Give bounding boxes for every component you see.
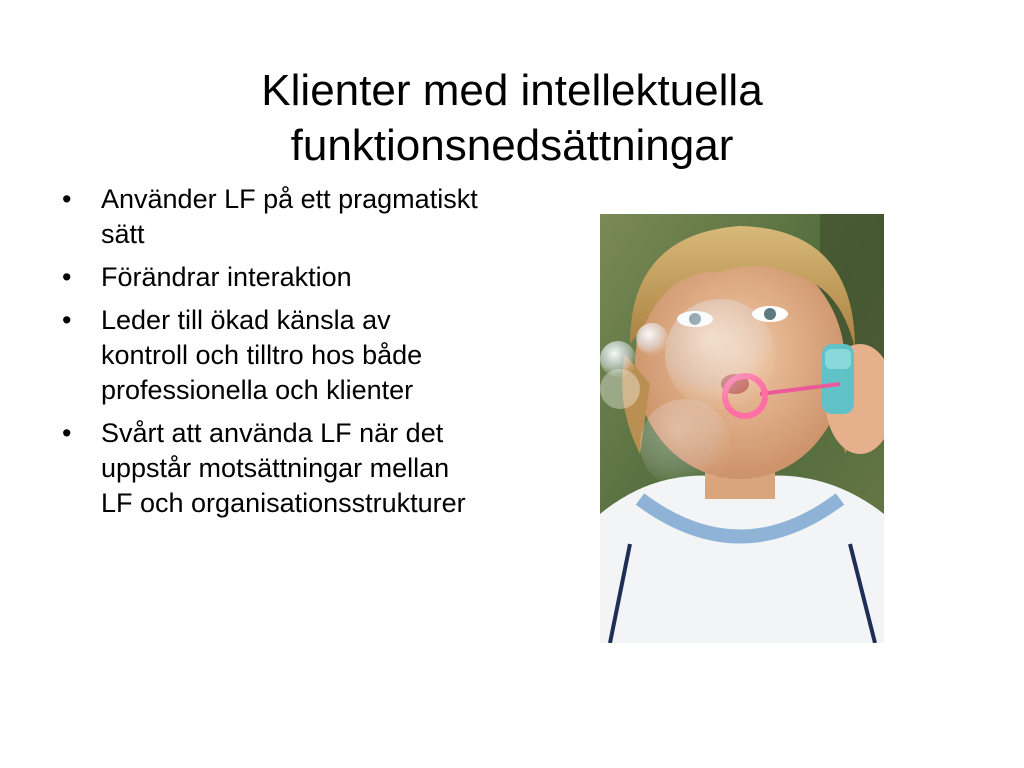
bullet-dot: • xyxy=(62,418,72,448)
bullet-item xyxy=(62,303,482,408)
bullet-dot: • xyxy=(62,305,72,335)
bullet-text: Svårt att använda LF när det uppstår motsättningar mellan LF och organisationsstrukturer xyxy=(101,418,466,518)
bullet-dot: • xyxy=(62,262,72,292)
slide-title-line-1: Klienter med intellektuella xyxy=(261,66,763,116)
bullet-text: Förändrar interaktion xyxy=(101,262,352,292)
slide-title-line-2: funktionsnedsättningar xyxy=(290,121,734,171)
slide-title xyxy=(60,63,964,173)
bullet-text: Leder till ökad känsla av kontroll och tilltro hos både professionella och klienter xyxy=(101,305,423,405)
bullet-text: Använder LF på ett pragmatiskt sätt xyxy=(101,184,478,249)
bullet-list xyxy=(62,182,482,529)
bullet-item xyxy=(62,416,482,521)
photo-child-blowing-bubbles xyxy=(600,214,884,643)
bullet-item xyxy=(62,260,482,295)
bullet-dot: • xyxy=(62,184,72,214)
photo-illustration xyxy=(600,214,884,643)
bullet-item xyxy=(62,182,482,252)
